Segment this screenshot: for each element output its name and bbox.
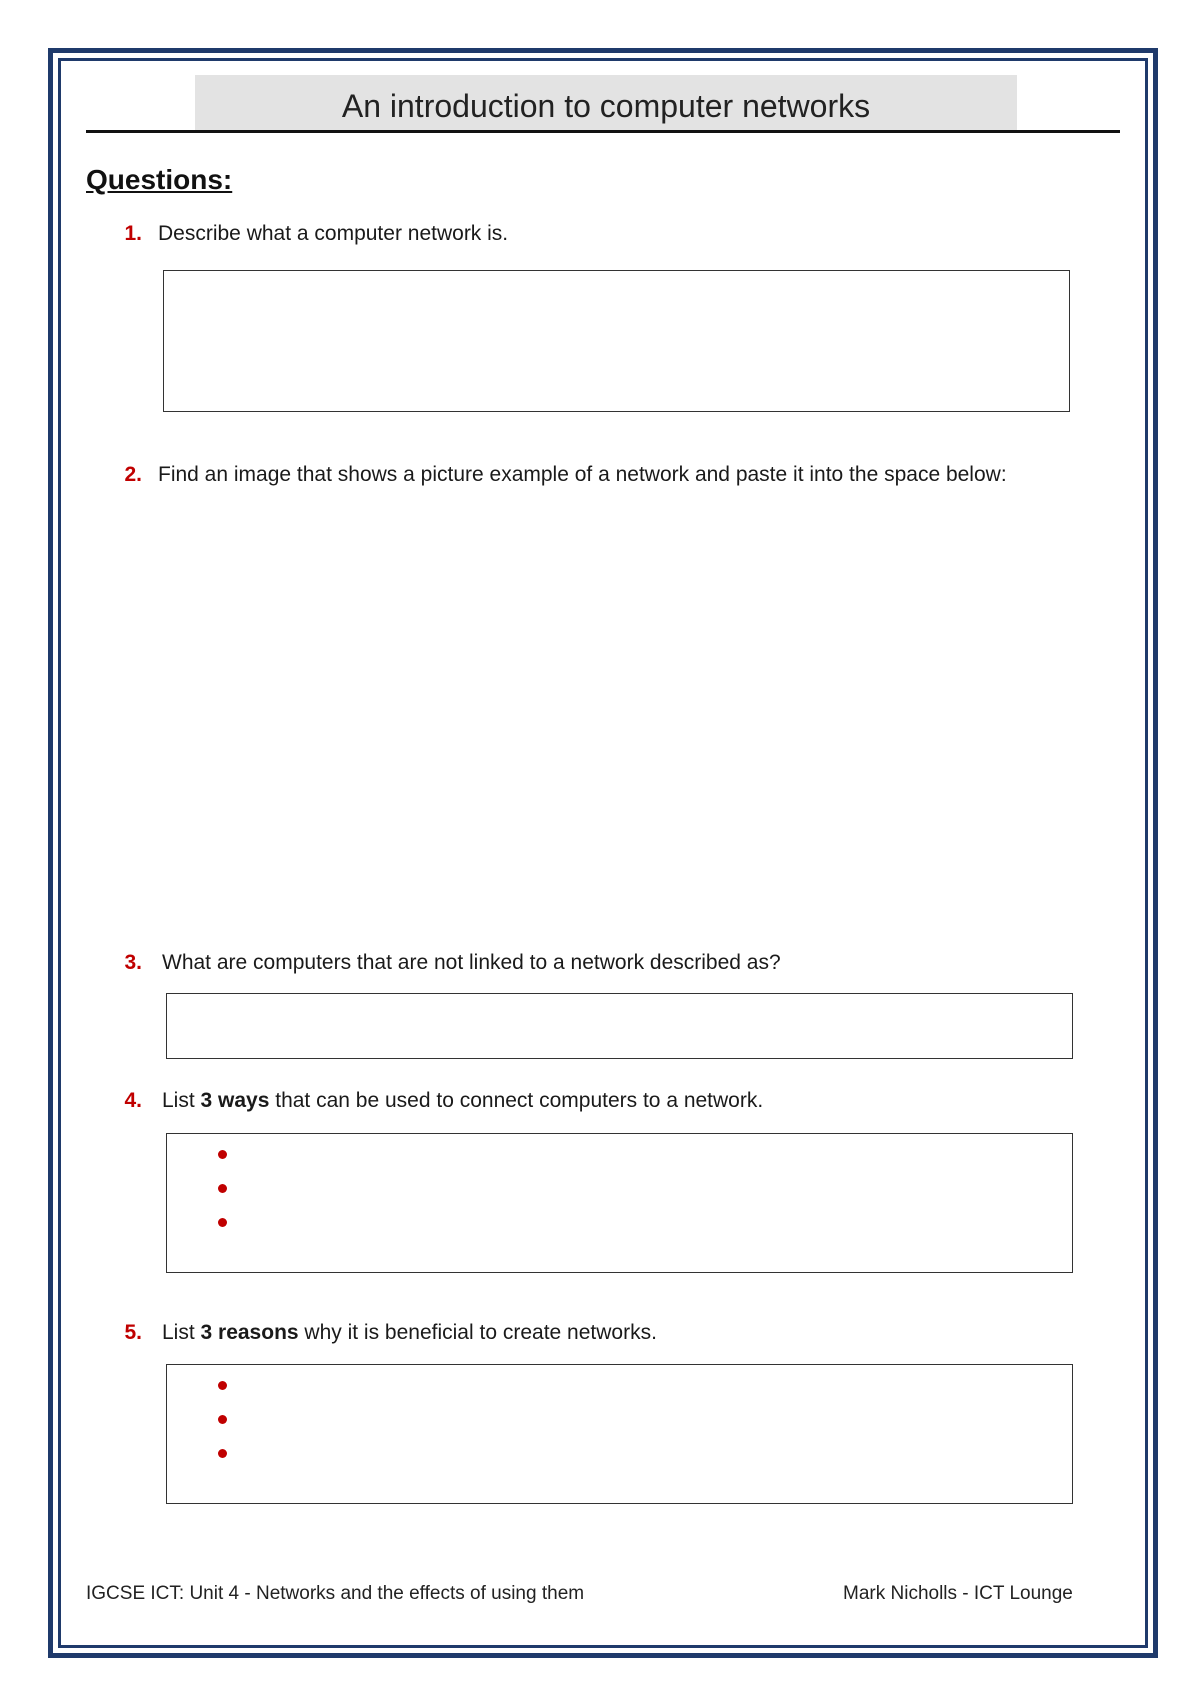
question-2-text: Find an image that shows a picture example of a network and paste it into the space below:: [158, 463, 1007, 486]
title-rule: [86, 130, 1120, 133]
question-5-post: why it is beneficial to create networks.: [298, 1321, 657, 1344]
answer-box-3[interactable]: [166, 993, 1073, 1059]
bullet-4-3: [218, 1218, 227, 1227]
bullet-5-3: [218, 1449, 227, 1458]
question-3-text: What are computers that are not linked to a network described as?: [162, 951, 781, 974]
answer-box-4[interactable]: [166, 1133, 1073, 1273]
image-paste-area[interactable]: [158, 500, 1070, 930]
question-4-emphasis: 3 ways: [200, 1089, 270, 1112]
answer-box-1[interactable]: [163, 270, 1070, 412]
footer-course: IGCSE ICT: Unit 4 - Networks and the effects of using them: [86, 1583, 585, 1604]
bullet-5-1: [218, 1381, 227, 1390]
question-5-number: 5.: [124, 1321, 142, 1344]
question-4-number: 4.: [124, 1089, 142, 1112]
question-4-pre: List: [162, 1089, 201, 1112]
page-title: An introduction to computer networks: [341, 88, 871, 124]
question-3-number: 3.: [124, 951, 142, 974]
question-4-text: [162, 1089, 763, 1113]
answer-box-5[interactable]: [166, 1364, 1073, 1504]
bullet-5-2: [218, 1415, 227, 1424]
questions-heading: Questions:: [86, 164, 233, 195]
question-5-emphasis: 3 reasons: [200, 1321, 299, 1344]
question-5-text: [162, 1321, 657, 1345]
question-1-text: Describe what a computer network is.: [158, 222, 509, 245]
question-5-pre: List: [162, 1321, 201, 1344]
footer-author: Mark Nicholls - ICT Lounge: [843, 1583, 1073, 1604]
question-1-number: 1.: [124, 222, 142, 245]
question-4-post: that can be used to connect computers to a network.: [269, 1089, 764, 1112]
question-2-number: 2.: [124, 463, 142, 486]
bullet-4-2: [218, 1184, 227, 1193]
bullet-4-1: [218, 1150, 227, 1159]
